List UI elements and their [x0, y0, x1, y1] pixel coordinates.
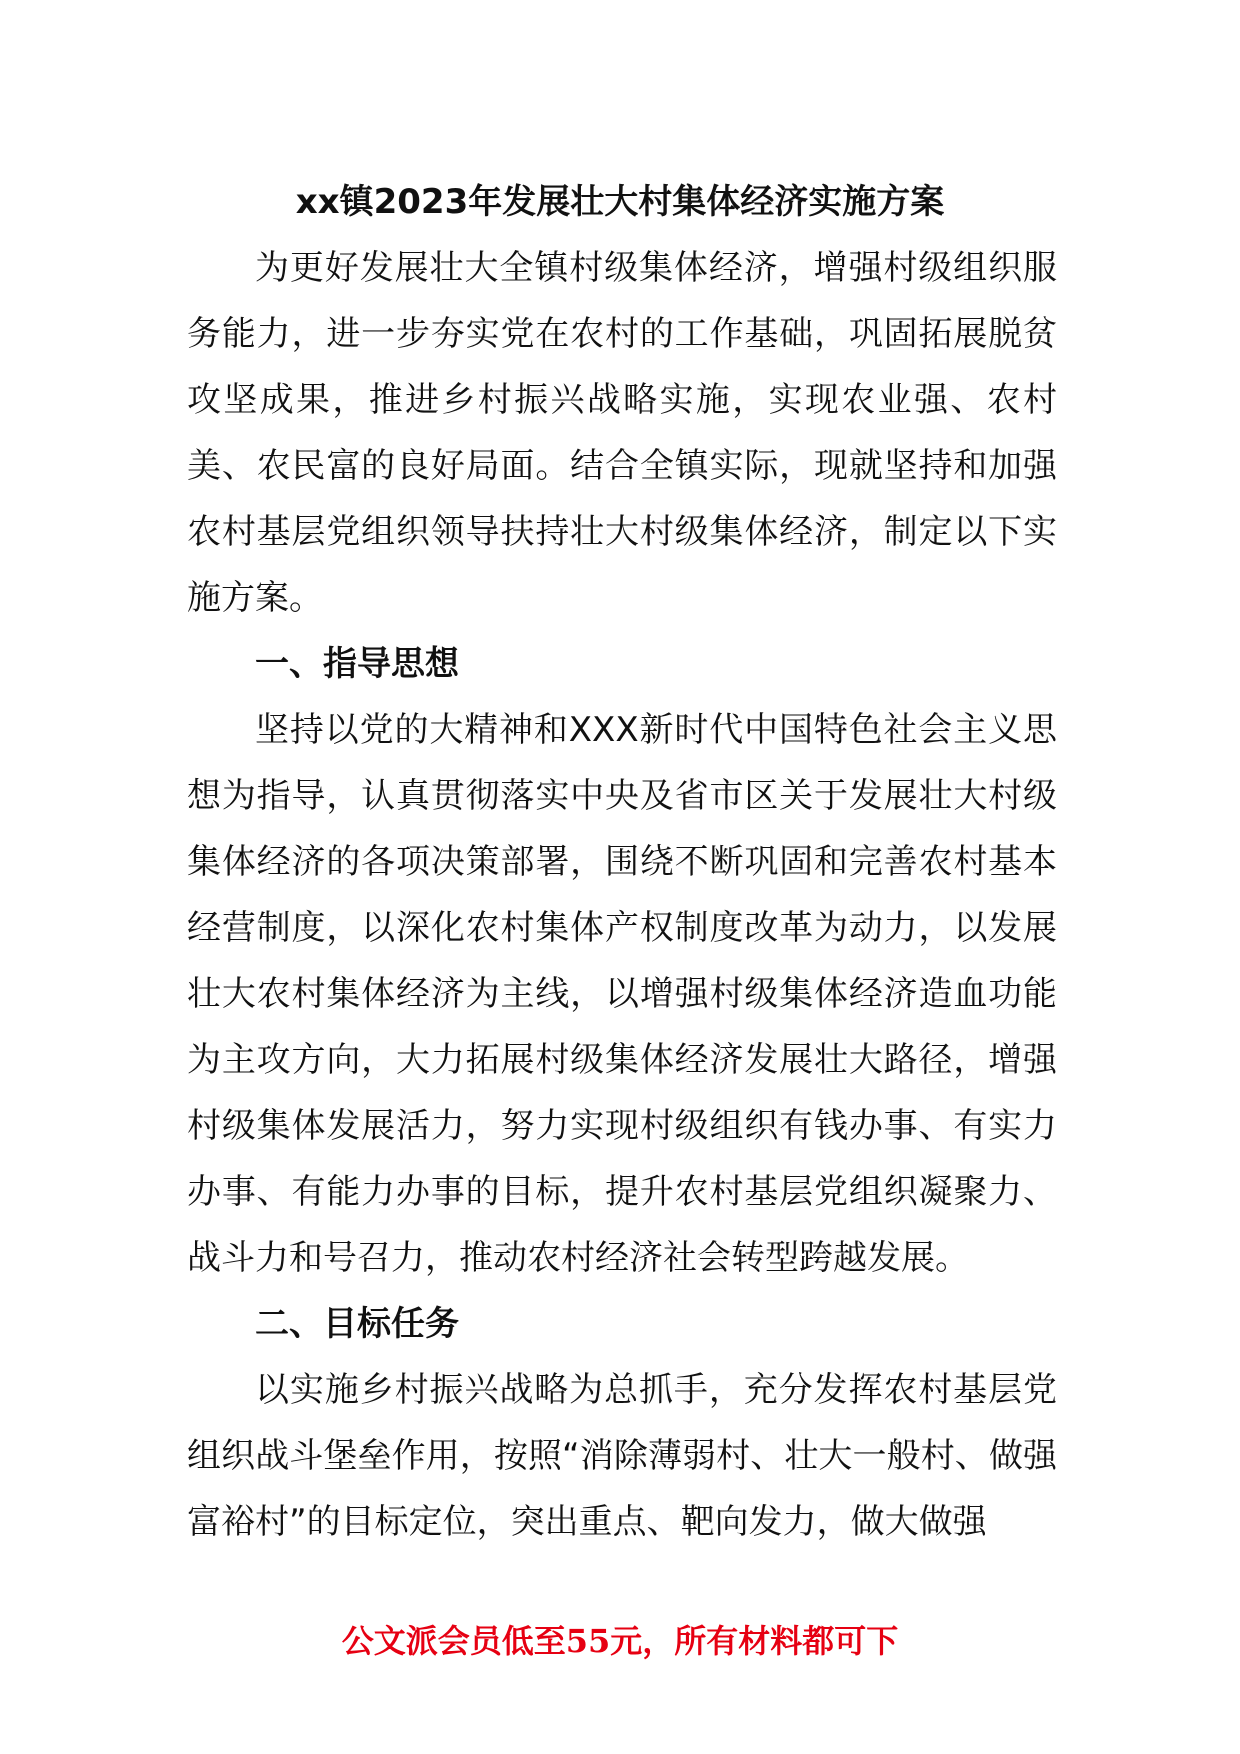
intro-paragraph: 为更好发展壮大全镇村级集体经济，增强村级组织服务能力，进一步夯实党在农村的工作基础，巩固拓展脱贫攻坚成果，推进乡村振兴战略实施，实现农业强、农村美、农民富的良好局面。结合全镇实际，现就坚持和加强农村基层党组织领导扶持壮大村级集体经济，制定以下实施方案。: [187, 248, 1057, 618]
section-heading-guiding-ideology: 一、指导思想: [255, 644, 459, 684]
section-paragraph-guiding-ideology: 坚持以党的大精神和XXX新时代中国特色社会主义思想为指导，认真贯彻落实中央及省市区关于发展壮大村级集体经济的各项决策部署，围绕不断巩固和完善农村基本经营制度，以深化农村集体产权制度改革为动力，以发展壮大农村集体经济为主线，以增强村级集体经济造血功能为主攻方向，大力拓展村级集体经济发展壮大路径，增强村级集体发展活力，努力实现村级组织有钱办事、有实力办事、有能力办事的目标，提升农村基层党组织凝聚力、战斗力和号召力，推动农村经济社会转型跨越发展。: [187, 710, 1057, 1278]
section-heading-goals-tasks: 二、目标任务: [255, 1304, 459, 1344]
promo-banner: 公文派会员低至55元，所有材料都可下: [341, 1622, 899, 1660]
document-body: [187, 235, 1057, 1555]
section-paragraph-goals-tasks: 以实施乡村振兴战略为总抓手，充分发挥农村基层党组织战斗堡垒作用，按照“消除薄弱村、壮大一般村、做强富裕村”的目标定位，突出重点、靶向发力，做大做强: [187, 1370, 1057, 1542]
document-title: xx镇2023年发展壮大村集体经济实施方案: [295, 182, 945, 222]
